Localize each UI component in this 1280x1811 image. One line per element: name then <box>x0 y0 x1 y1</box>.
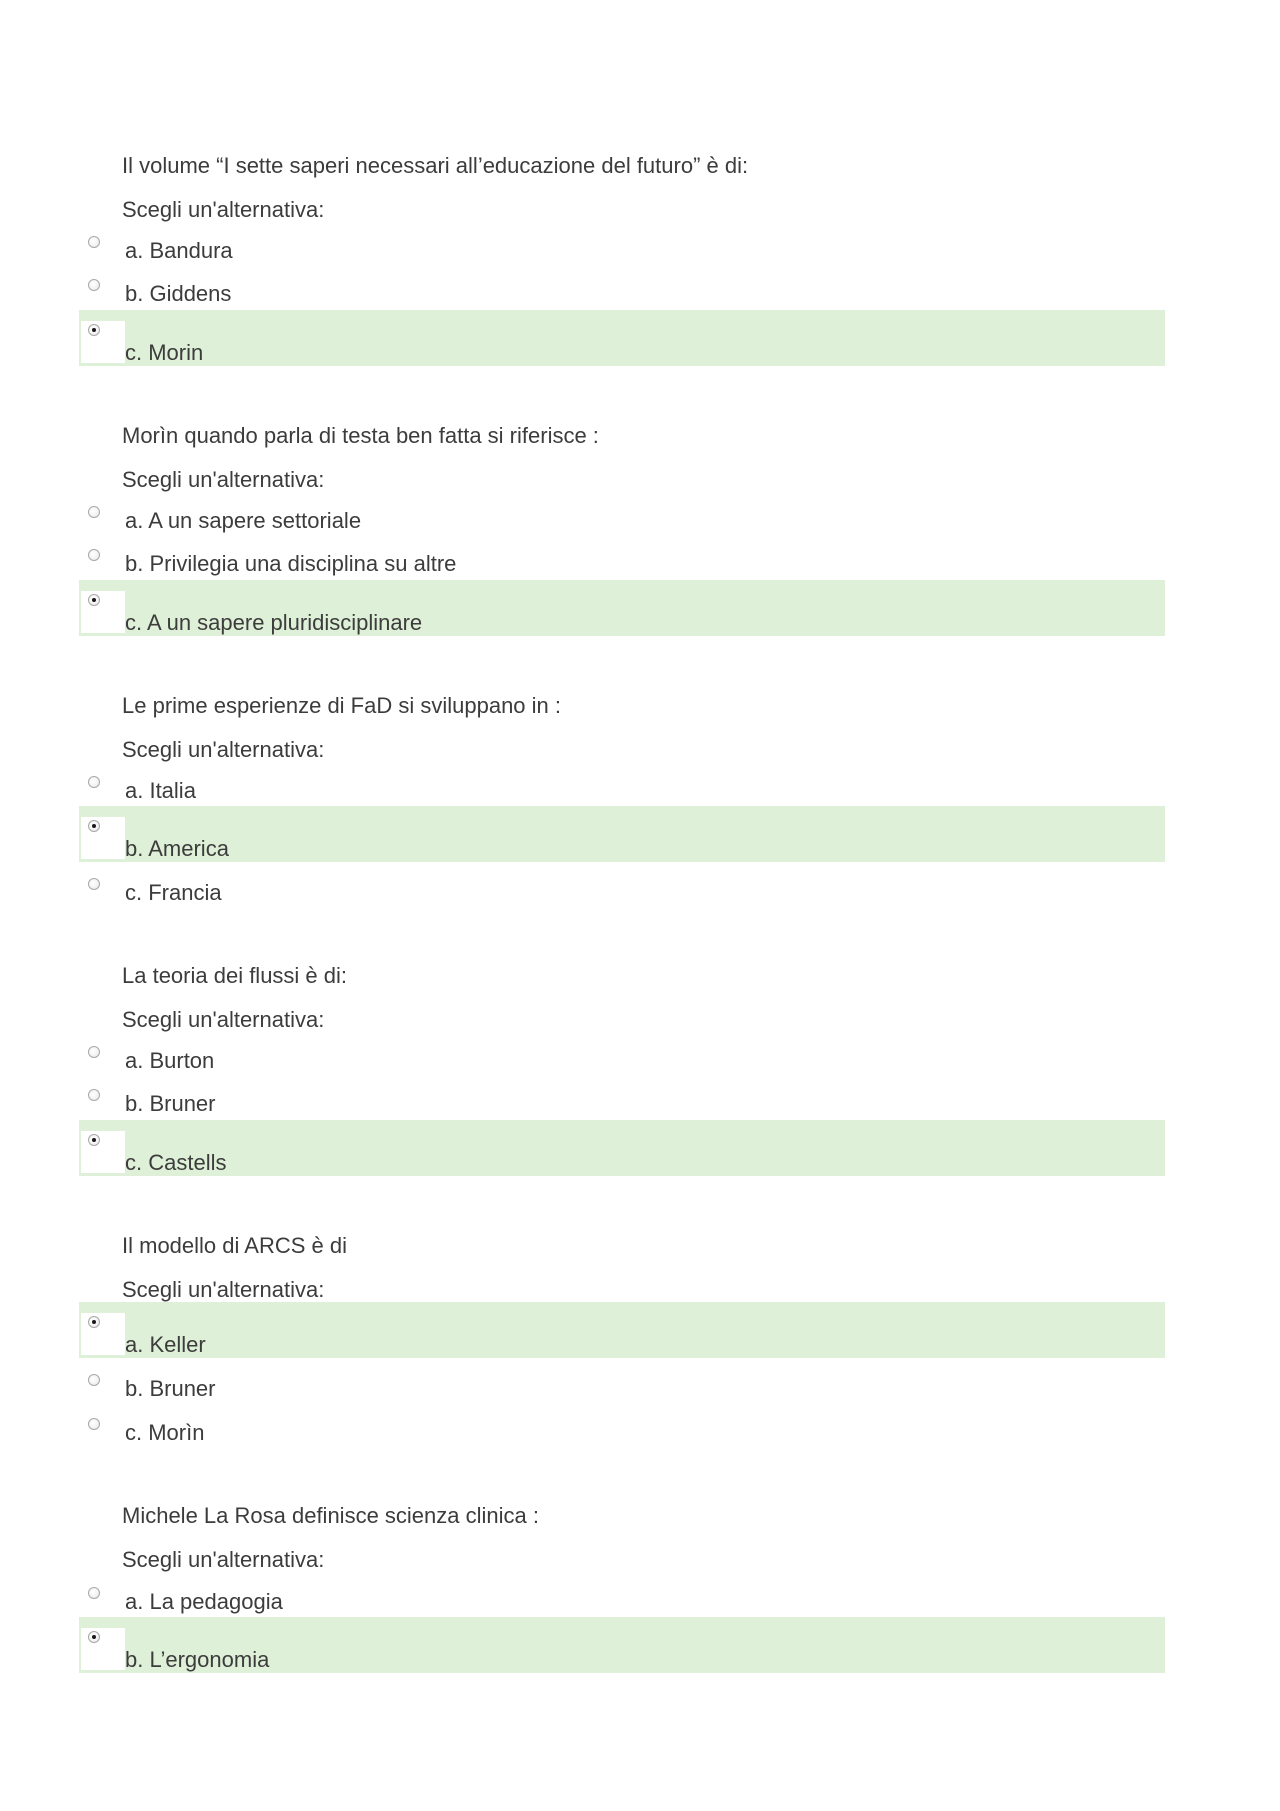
question-text: Le prime esperienze di FaD si sviluppano in : <box>122 693 562 718</box>
choice-prompt: Scegli un'alternativa: <box>122 737 325 762</box>
radio-button[interactable] <box>88 279 100 291</box>
option-label: b. Giddens <box>125 281 232 306</box>
question-text: Il modello di ARCS è di <box>122 1233 347 1258</box>
radio-button[interactable] <box>88 1631 100 1643</box>
choice-prompt: Scegli un'alternativa: <box>122 467 325 492</box>
option-label: c. Francia <box>125 880 222 905</box>
question-text: Il volume “I sette saperi necessari all’educazione del futuro” è di: <box>122 153 749 178</box>
radio-button[interactable] <box>88 236 100 248</box>
option-label: a. Keller <box>125 1332 206 1357</box>
choice-prompt: Scegli un'alternativa: <box>122 1547 325 1572</box>
radio-button[interactable] <box>88 1418 100 1430</box>
option-label: a. A un sapere settoriale <box>125 508 362 533</box>
option-label: b. Bruner <box>125 1376 216 1401</box>
option-c[interactable] <box>79 1120 1165 1176</box>
question-text: Morìn quando parla di testa ben fatta si riferisce : <box>122 423 599 448</box>
option-label: b. Privilegia una disciplina su altre <box>125 551 457 576</box>
radio-button[interactable] <box>88 878 100 890</box>
option-c[interactable] <box>79 1404 1165 1460</box>
option-b[interactable] <box>79 1617 1165 1673</box>
radio-button[interactable] <box>88 820 100 832</box>
radio-button[interactable] <box>88 1134 100 1146</box>
radio-button[interactable] <box>88 1374 100 1386</box>
option-label: b. L’ergonomia <box>125 1647 270 1672</box>
option-c[interactable] <box>79 864 1165 920</box>
option-label: c. A un sapere pluridisciplinare <box>125 610 423 635</box>
option-a[interactable] <box>79 1302 1165 1358</box>
choice-prompt: Scegli un'alternativa: <box>122 1007 325 1032</box>
radio-button[interactable] <box>88 506 100 518</box>
radio-button[interactable] <box>88 549 100 561</box>
radio-button[interactable] <box>88 594 100 606</box>
option-label: a. Bandura <box>125 238 233 263</box>
question-text: Michele La Rosa definisce scienza clinica : <box>122 1503 539 1528</box>
question-text: La teoria dei flussi è di: <box>122 963 348 988</box>
choice-prompt: Scegli un'alternativa: <box>122 197 325 222</box>
radio-button[interactable] <box>88 1089 100 1101</box>
option-label: a. Italia <box>125 778 196 803</box>
option-label: c. Castells <box>125 1150 227 1175</box>
choice-prompt: Scegli un'alternativa: <box>122 1277 325 1302</box>
radio-button[interactable] <box>88 776 100 788</box>
option-c[interactable] <box>79 580 1165 636</box>
radio-button[interactable] <box>88 1046 100 1058</box>
option-label: a. La pedagogia <box>125 1589 283 1614</box>
option-label: c. Morìn <box>125 1420 205 1445</box>
radio-button[interactable] <box>88 1316 100 1328</box>
option-label: b. Bruner <box>125 1091 216 1116</box>
radio-button[interactable] <box>88 1587 100 1599</box>
option-b[interactable] <box>79 806 1165 862</box>
option-label: a. Burton <box>125 1048 215 1073</box>
option-c[interactable] <box>79 310 1165 366</box>
radio-button[interactable] <box>88 324 100 336</box>
option-label: c. Morin <box>125 340 204 365</box>
option-label: b. America <box>125 836 229 861</box>
